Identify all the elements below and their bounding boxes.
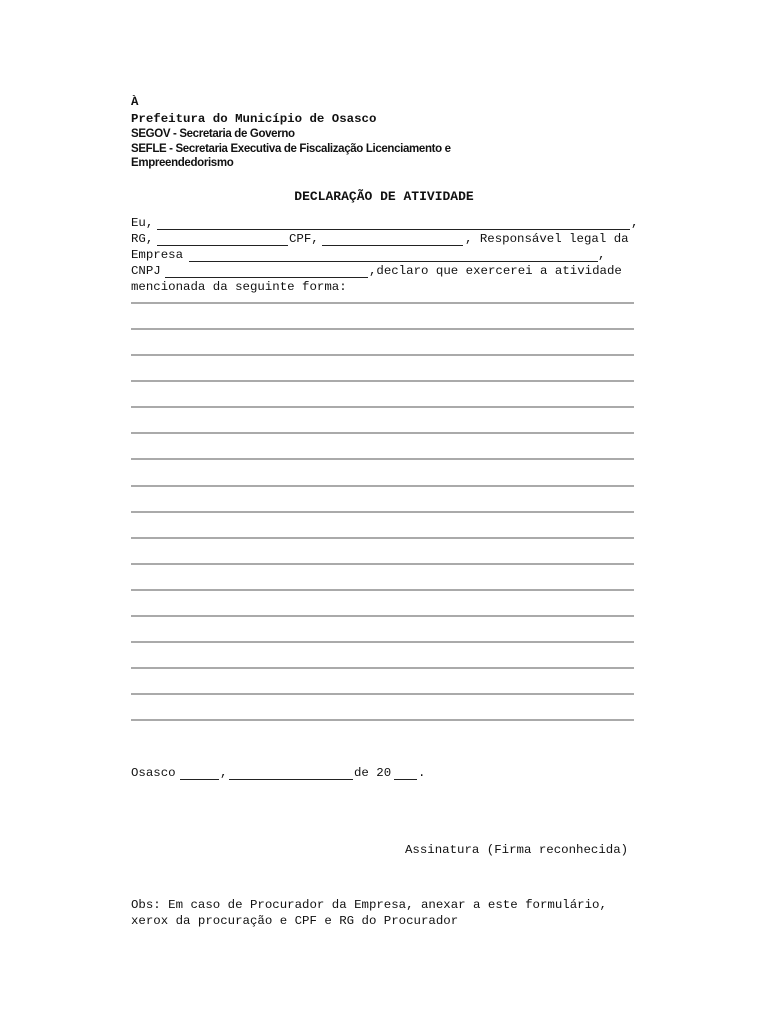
writing-line[interactable] [131,458,634,460]
field-month[interactable] [229,779,353,780]
writing-line[interactable] [131,693,634,695]
sefle-line-2: Empreendedorismo [131,157,234,169]
writing-line[interactable] [131,589,634,591]
signature-label: Assinatura (Firma reconhecida) [405,843,629,857]
institution-name: Prefeitura do Município de Osasco [131,112,377,126]
obs-line-2: xerox da procuração e CPF e RG do Procurador [131,914,459,928]
writing-line[interactable] [131,667,634,669]
writing-line[interactable] [131,380,634,382]
writing-line[interactable] [131,615,634,617]
field-day[interactable] [180,779,219,780]
comma-empresa: , [598,248,606,262]
obs-line-1: Obs: Em caso de Procurador da Empresa, anexar a este formulário, [131,898,607,912]
field-cpf[interactable] [322,245,463,246]
date-period: . [418,766,426,780]
comma-eu: , [631,216,639,230]
field-year[interactable] [394,779,417,780]
field-cnpj[interactable] [165,277,368,278]
writing-line[interactable] [131,485,634,487]
label-responsavel: , Responsável legal da [465,232,629,246]
label-rg: RG, [131,232,154,246]
writing-line[interactable] [131,406,634,408]
field-rg[interactable] [157,245,288,246]
label-declaro: ,declaro que exercerei a atividade [369,264,622,278]
document-title: DECLARAÇÃO DE ATIVIDADE [294,189,474,204]
segov-line: SEGOV - Secretaria de Governo [131,128,295,140]
writing-line[interactable] [131,537,634,539]
label-eu: Eu, [131,216,154,230]
writing-line[interactable] [131,432,634,434]
writing-line[interactable] [131,302,634,304]
writing-line[interactable] [131,354,634,356]
label-empresa: Empresa [131,248,184,262]
writing-line[interactable] [131,328,634,330]
sefle-line-1: SEFLE - Secretaria Executiva de Fiscalização Licenciamento e [131,143,451,155]
writing-line[interactable] [131,719,634,721]
writing-line[interactable] [131,511,634,513]
label-cpf: CPF, [289,232,319,246]
writing-line[interactable] [131,563,634,565]
label-mencionada: mencionada da seguinte forma: [131,280,347,294]
field-name[interactable] [157,229,630,230]
label-cnpj: CNPJ [131,264,161,278]
date-comma: , [220,766,228,780]
addressee-marker: À [131,95,139,109]
label-osasco: Osasco [131,766,176,780]
writing-line[interactable] [131,641,634,643]
label-de-20: de 20 [354,766,392,780]
field-empresa[interactable] [189,261,598,262]
